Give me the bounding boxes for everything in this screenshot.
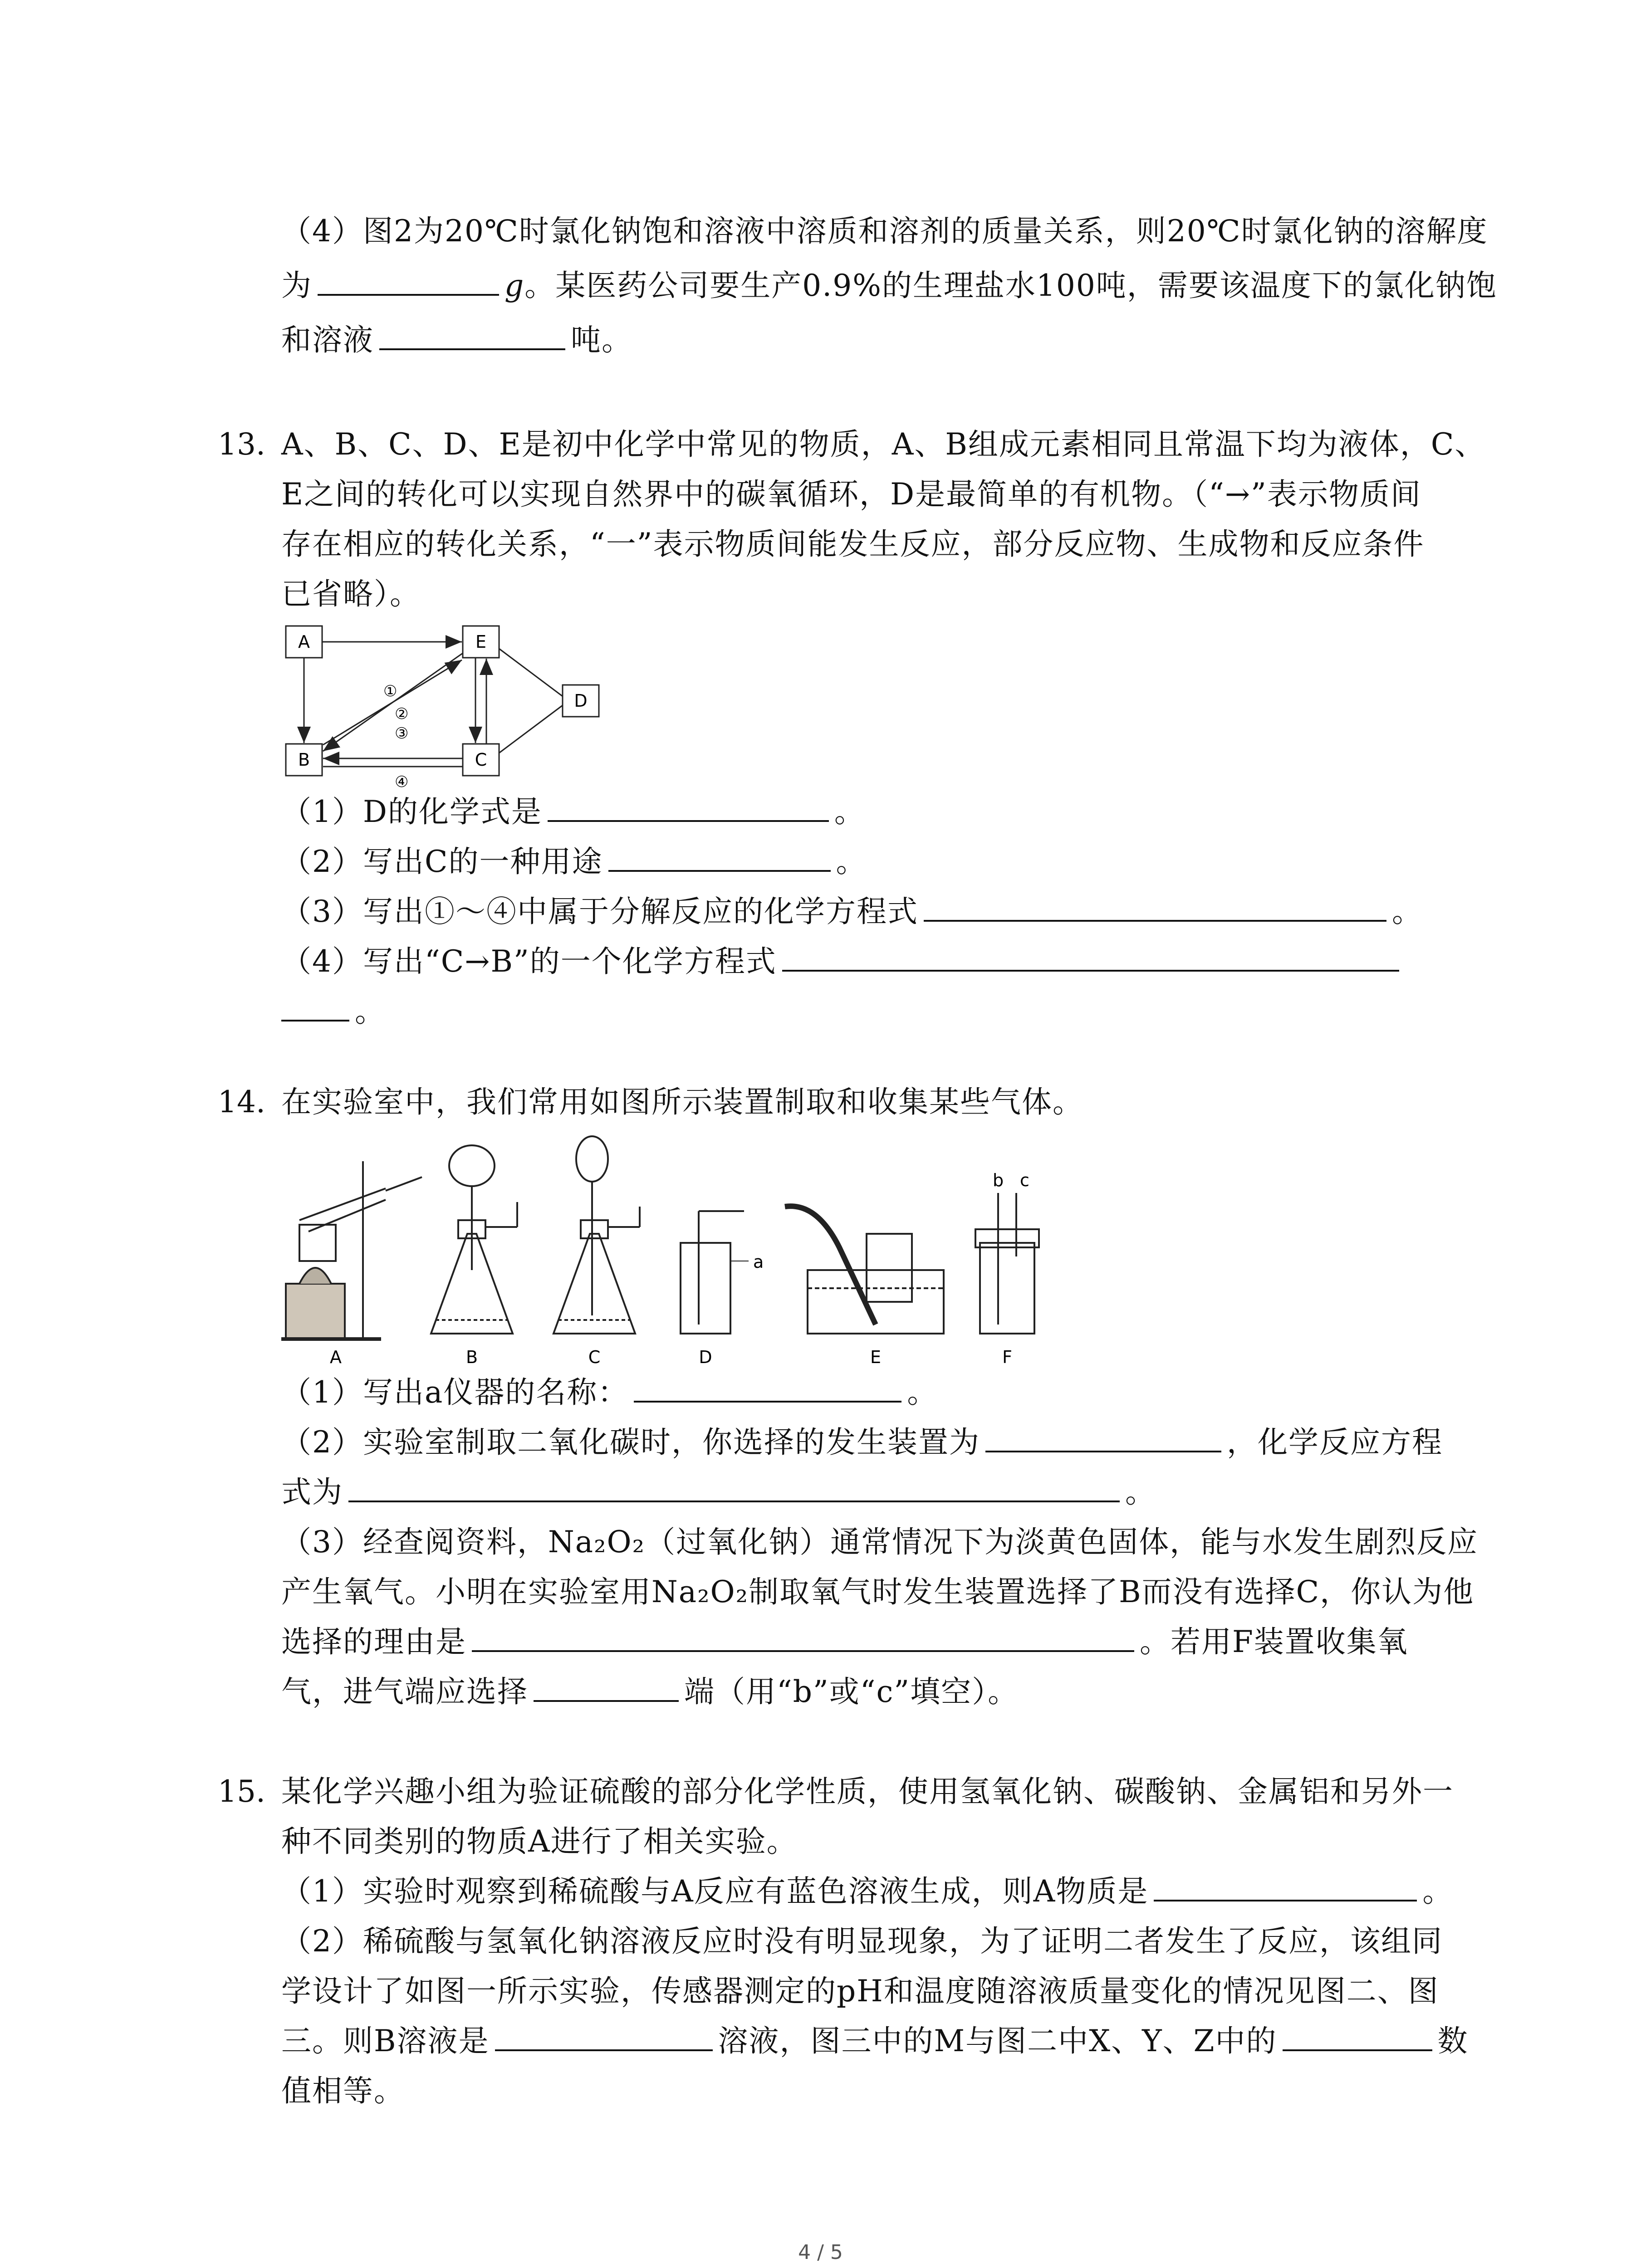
- apparatus-c: [554, 1136, 640, 1334]
- q14-sub2-cont: 式为 。: [281, 1470, 1156, 1515]
- apparatus-d-label: D: [699, 1347, 712, 1367]
- q14-sub3-3: 选择的理由是 。若用F装置收集氧: [281, 1619, 1408, 1665]
- q14-blank-1[interactable]: [634, 1374, 901, 1403]
- node-d-label: D: [574, 691, 588, 711]
- q14-sub3-2: 产生氧气。小明在实验室用Na₂O₂制取氧气时发生装置选择了B而没有选择C，你认为他: [281, 1574, 1474, 1609]
- q12-mass-blank[interactable]: [379, 321, 565, 350]
- q12-line2: 为 g。某医药公司要生产0.9%的生理盐水100吨，需要该温度下的氯化钠饱: [281, 263, 1497, 308]
- port-b-tag: b: [993, 1170, 1004, 1190]
- q13-sub3: （3）写出①～④中属于分解反应的化学方程式 。: [281, 889, 1423, 934]
- q13-blank-3[interactable]: [924, 893, 1386, 922]
- q15-sub1: （1）实验时观察到稀硫酸与A反应有蓝色溶液生成，则A物质是 。: [281, 1869, 1453, 1914]
- q13-relation-diagram: [272, 617, 617, 789]
- q14-sub2: （2）实验室制取二氧化碳时，你选择的发生装置为 ，化学反应方程: [281, 1420, 1443, 1465]
- q14-blank-4[interactable]: [472, 1623, 1134, 1652]
- q15-intro-2: 种不同类别的物质A进行了相关实验。: [281, 1824, 798, 1859]
- q12-line1: （4）图2为20℃时氯化钠饱和溶液中溶质和溶剂的质量关系，则20℃时氯化钠的溶解度: [281, 214, 1488, 249]
- q13-sub1: （1）D的化学式是 。: [281, 789, 865, 835]
- q15-sub2-1: （2）稀硫酸与氢氧化钠溶液反应时没有明显现象，为了证明二者发生了反应，该组同: [281, 1924, 1443, 1959]
- q13-sub2: （2）写出C的一种用途 。: [281, 839, 867, 885]
- apparatus-e: [785, 1206, 944, 1334]
- q15-sub2-3: 三。则B溶液是 溶液，图三中的M与图二中X、Y、Z中的 数: [281, 2019, 1469, 2064]
- apparatus-a: [281, 1161, 422, 1339]
- q14-blank-5[interactable]: [534, 1673, 679, 1702]
- q14-blank-2[interactable]: [985, 1423, 1221, 1452]
- q13-blank-4b[interactable]: [281, 992, 349, 1022]
- reaction-4-label: ④: [395, 773, 409, 789]
- q12-line3: 和溶液 吨。: [281, 318, 632, 363]
- q13-sub4-cont: 。: [281, 989, 386, 1034]
- node-c-label: C: [475, 750, 487, 770]
- q13-blank-4a[interactable]: [782, 943, 1399, 972]
- apparatus-f-label: F: [1002, 1347, 1012, 1367]
- q14-number: 14.: [218, 1085, 265, 1119]
- q14-sub3-4: 气，进气端应选择 端（用“b”或“c”填空）。: [281, 1669, 1019, 1715]
- q13-intro-1: A、B、C、D、E是初中化学中常见的物质，A、B组成元素相同且常温下均为液体，C、: [281, 427, 1486, 462]
- apparatus-f: [975, 1193, 1039, 1334]
- q15-sub2-2: 学设计了如图一所示实验，传感器测定的pH和温度随溶液质量变化的情况见图二、图: [281, 1974, 1439, 2009]
- q14-sub3-1: （3）经查阅资料，Na₂O₂（过氧化钠）通常情况下为淡黄色固体，能与水发生剧烈反应: [281, 1525, 1479, 1559]
- reaction-3-label: ③: [395, 724, 409, 743]
- q13-sub4: （4）写出“C→B”的一个化学方程式: [281, 939, 1405, 984]
- apparatus-b: [431, 1145, 517, 1334]
- page-number: 4 / 5: [798, 2241, 843, 2264]
- q13-blank-2[interactable]: [608, 843, 831, 872]
- apparatus-a-label: A: [330, 1347, 342, 1367]
- reaction-1-label: ①: [383, 682, 397, 700]
- q14-apparatus-figure: [272, 1134, 1066, 1370]
- port-c-tag: c: [1020, 1170, 1029, 1190]
- q13-intro-4: 已省略）。: [281, 577, 421, 611]
- apparatus-c-label: C: [588, 1347, 601, 1367]
- q15-sub2-4: 值相等。: [281, 2073, 405, 2108]
- q13-intro-3: 存在相应的转化关系，“一”表示物质间能发生反应，部分反应物、生成物和反应条件: [281, 527, 1425, 562]
- reaction-2-label: ②: [395, 705, 409, 723]
- apparatus-d: [681, 1211, 749, 1334]
- q12-solubility-blank[interactable]: [318, 267, 499, 296]
- node-b-label: B: [298, 750, 310, 770]
- instrument-a-tag: a: [753, 1252, 764, 1272]
- q13-number: 13.: [218, 427, 265, 462]
- q13-intro-2: E之间的转化可以实现自然界中的碳氧循环，D是最简单的有机物。（“→”表示物质间: [281, 477, 1421, 512]
- q14-blank-3[interactable]: [348, 1473, 1120, 1502]
- q13-blank-1[interactable]: [548, 793, 829, 822]
- q14-sub1: （1）写出a仪器的名称： 。: [281, 1370, 938, 1415]
- apparatus-e-label: E: [870, 1347, 882, 1367]
- apparatus-b-label: B: [465, 1347, 478, 1367]
- q15-blank-2[interactable]: [495, 2022, 713, 2051]
- q14-intro: 在实验室中，我们常用如图所示装置制取和收集某些气体。: [281, 1085, 1083, 1119]
- q15-intro-1: 某化学兴趣小组为验证硫酸的部分化学性质，使用氢氧化钠、碳酸钠、金属铝和另外一: [281, 1774, 1454, 1809]
- q15-blank-3[interactable]: [1283, 2022, 1432, 2051]
- node-a-label: A: [298, 632, 310, 652]
- q15-blank-1[interactable]: [1154, 1872, 1417, 1901]
- q15-number: 15.: [218, 1774, 265, 1809]
- node-e-label: E: [475, 632, 487, 652]
